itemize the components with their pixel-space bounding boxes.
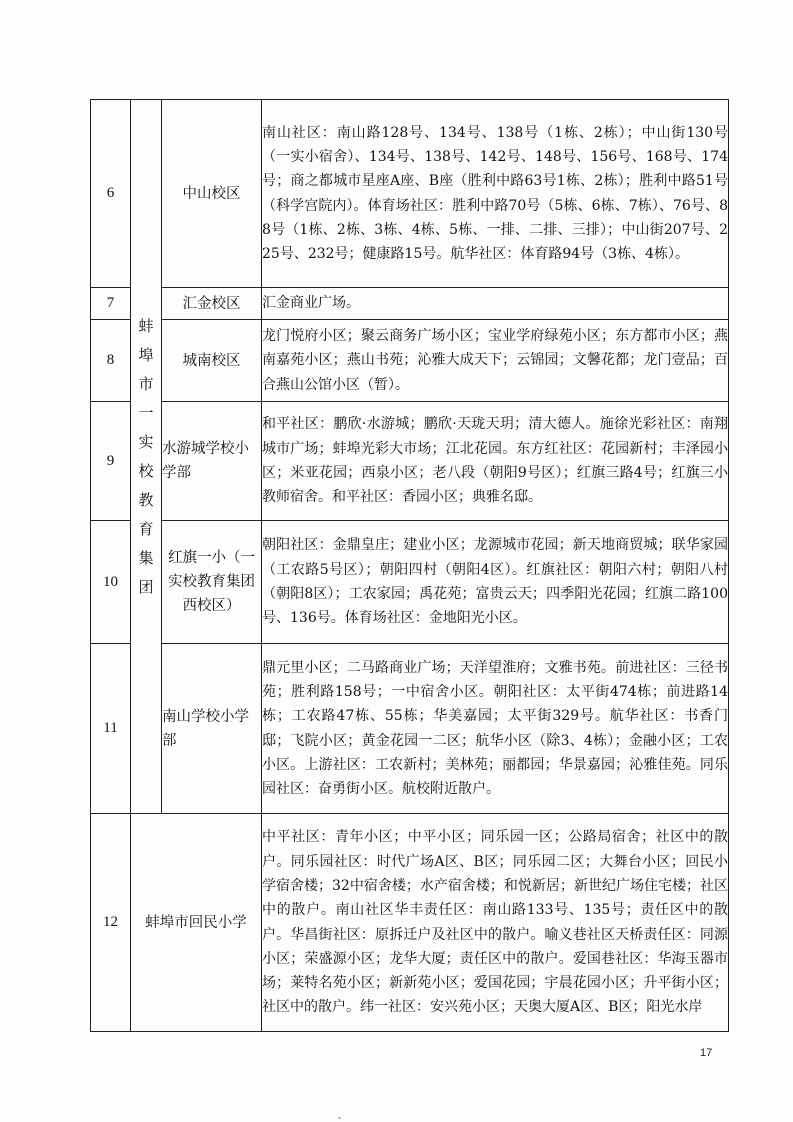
catchment-area: 龙门悦府小区；聚云商务广场小区；宝业学府绿苑小区；东方都市小区；燕南嘉苑小区；燕山书苑；沁雅大成天下；云锦园；文馨花都；龙门壹品；百合燕山公馆小区（暂）。 [262,320,729,402]
row-number: 10 [91,521,131,644]
row-number: 9 [91,402,131,521]
row-number: 11 [91,644,131,814]
school-name: 水游城学校小学部 [162,402,262,521]
catchment-area: 和平社区：鹏欣·水游城；鹏欣·天珑天玥；清大德人。施徐光彩社区：南翔城市广场；蚌埠光彩大市场；江北花园。东方红社区：花园新村；丰泽园小区；米亚花园；西泉小区；老八段（朝阳9号区）；红旗三路4号；红旗三小教师宿舍。和平社区：香园小区；典雅名邸。 [262,402,729,521]
catchment-area: 朝阳社区：金鼎皇庄；建业小区；龙源城市花园；新天地商贸城；联华家园（工农路5号区）；朝阳四村（朝阳4区）。红旗社区：朝阳六村；朝阳八村（朝阳8区）；工农家园；禹花苑；富贵云天；四季阳光花园；红旗二路100号、136号。体育场社区：金地阳光小区。 [262,521,729,644]
row-number: 7 [91,288,131,320]
scan-speck [338,1117,341,1119]
school-name: 红旗一小（一实校教育集团西校区） [162,521,262,644]
school-name: 中山校区 [162,100,262,288]
table-row [91,402,729,521]
school-name: 南山学校小学部 [162,644,262,814]
table-row [91,644,729,814]
table-row [91,100,729,288]
school-name: 汇金校区 [162,288,262,320]
school-name: 蚌埠市回民小学 [131,814,262,1032]
group-name: 蚌埠市一实校教育集团 [138,316,154,596]
row-number: 8 [91,320,131,402]
school-zone-table [90,99,729,1032]
table-row [91,288,729,320]
table-row [91,521,729,644]
group-cell [131,100,162,814]
row-number: 12 [91,814,131,1032]
school-name: 城南校区 [162,320,262,402]
catchment-area: 中平社区：青年小区；中平小区；同乐园一区；公路局宿舍；社区中的散户。同乐园社区：时代广场A区、B区；同乐园二区；大舞台小区；回民小学宿舍楼；32中宿舍楼；水产宿舍楼；和悦新居；新世纪广场住宅楼；社区中的散户。南山社区华丰责任区：南山路133号、135号；责任区中的散户。华昌街社区：原拆迁户及社区中的散户。喻义巷社区天桥责任区：同源小区；荣盛源小区；龙华大厦；责任区中的散户。爱国巷社区：华海玉器市场；莱特名苑小区；新新苑小区；爱国花园；宇晨花园小区；升平街小区；社区中的散户。纬一社区：安兴苑小区；天奥大厦A区、B区；阳光水岸 [262,814,729,1032]
catchment-area: 鼎元里小区；二马路商业广场；天洋望淮府；文雅书苑。前进社区：三径书苑；胜利路158号；一中宿舍小区。朝阳社区：太平街474栋；前进路14栋；工农路47栋、55栋；华美嘉园；太平街329号。航华社区：书香门邸；飞院小区；黄金花园一二区；航华小区（除3、4栋）；金融小区；工农小区。上游社区：工农新村；美林苑；丽都园；华景嘉园；沁雅佳苑。同乐园社区：奋勇街小区。航校附近散户。 [262,644,729,814]
row-number: 6 [91,100,131,288]
table-row [91,814,729,1032]
table-row [91,320,729,402]
catchment-area: 汇金商业广场。 [262,288,729,320]
catchment-area: 南山社区：南山路128号、134号、138号（1栋、2栋）；中山街130号（一实小宿舍）、134号、138号、142号、148号、156号、168号、174号；商之都城市星座A座、B座（胜利中路63号1栋、2栋）；胜利中路51号（科学宫院内）。体育场社区：胜利中路70号（5栋、6栋、7栋）、76号、88号（1栋、2栋、3栋、4栋、5栋、一排、二排、三排）；中山街207号、225号、232号；健康路15号。航华社区：体育路94号（3栋、4栋）。 [262,100,729,288]
page-number: 17 [700,1047,713,1059]
